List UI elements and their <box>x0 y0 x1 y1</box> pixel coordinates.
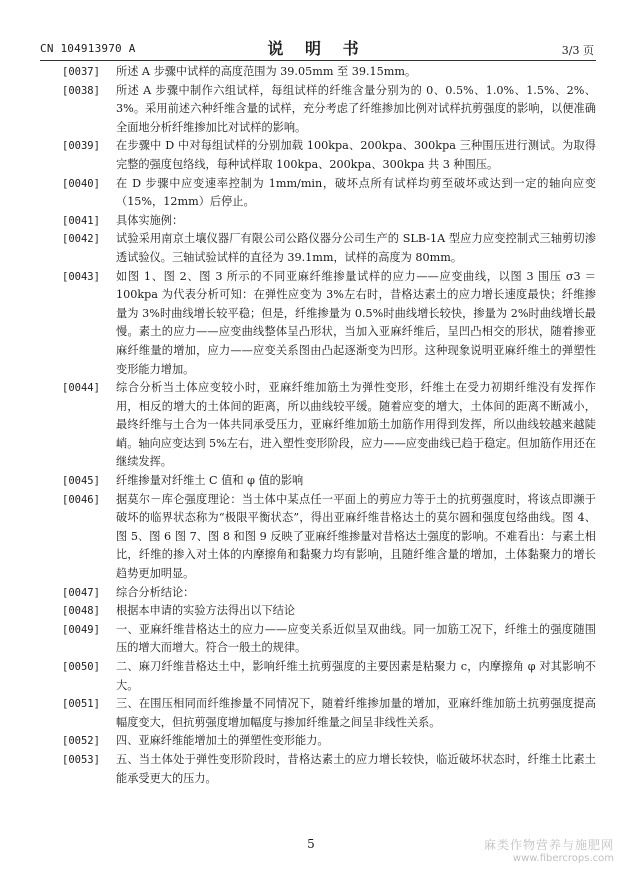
paragraph-number: [0046] <box>62 493 100 506</box>
paragraph <box>62 137 596 174</box>
paragraph <box>62 268 596 380</box>
paragraph <box>62 82 596 138</box>
watermark-name: 麻类作物营养与施肥网 <box>484 838 615 852</box>
paragraph <box>62 175 596 212</box>
page-header <box>40 36 594 58</box>
paragraph <box>62 732 596 751</box>
paragraph-number: [0047] <box>62 586 100 599</box>
paragraph-number: [0050] <box>62 661 100 673</box>
watermark <box>484 839 614 865</box>
paragraph-text: 据莫尔－库仑强度理论：当土体中某点任一平面上的剪应力等于土的抗剪强度时，将该点即濒于破坏的临界状态称为“极限平衡状态”，得出亚麻纤维昔格达土的莫尔圆和强度包络曲线。图 4、图 5、图 6 图 7、图 8 和图 9 反映了亚麻纤维掺量对昔格达土强度的影响。不难看出：与素土相比，纤维的掺入对土体的内摩擦角和黏聚力均有影响，且随纤维含量的增加，土体黏聚力的增长趋势更加明显。 <box>116 492 596 581</box>
paragraph-number: [0038] <box>62 84 100 97</box>
document-title: 说 明 书 <box>267 39 367 58</box>
watermark-url: www.fibercrops.com <box>512 853 614 864</box>
paragraph <box>62 63 596 82</box>
paragraph-text: 根据本申请的实验方法得出以下结论 <box>116 604 296 618</box>
paragraph-text: 所述 A 步骤中试样的高度范围为 39.05mm 至 39.15mm。 <box>116 65 417 78</box>
paragraph <box>62 472 596 491</box>
paragraph-text: 纤维掺量对纤维土 C 值和 φ 值的影响 <box>116 474 304 488</box>
header-rule <box>40 60 596 61</box>
paragraph <box>62 751 596 788</box>
paragraph-text: 综合分析当土体应变较小时，亚麻纤维加筋土为弹性变形，纤维土在受力初期纤维没有发挥作用，相反的增大的土体间的距离，所以曲线较平缓。随着应变的增大，土体间的距离不断减小，最终纤维与土合为一体共同承受压力，亚麻纤维加筋土加筋作用得到发挥，所以曲线较越来越陡峭。轴向应变达到 5%左右，进入塑性变形阶段，应力——应变曲线已趋于稳定。但加筋作用还在继续发挥。 <box>116 381 596 469</box>
paragraph-number: [0040] <box>62 177 100 190</box>
paragraph-text: 四、亚麻纤维能增加土的弹塑性变形能力。 <box>116 734 329 748</box>
paragraph-number: [0051] <box>62 698 100 711</box>
paragraph <box>62 491 596 584</box>
paragraph-text: 具体实施例： <box>116 213 184 227</box>
paragraph-text: 三、在围压相同而纤维掺量不同情况下，随着纤维掺加量的增加，亚麻纤维加筋土抗剪强度提高幅度变大，但抗剪强度增加幅度与掺加纤维量之间呈非线性关系。 <box>116 697 596 729</box>
page-number: 5 <box>307 837 315 851</box>
page-indicator: 3/3 页 <box>561 44 594 57</box>
paragraph <box>62 658 596 695</box>
paragraph-number: [0052] <box>62 735 100 748</box>
paragraph-number: [0045] <box>62 475 100 488</box>
paragraph-number: [0042] <box>62 233 100 246</box>
paragraph-text: 五、当土体处于弹性变形阶段时，昔格达素土的应力增长较快，临近破坏状态时，纤维土比素土能承受更大的压力。 <box>116 752 596 785</box>
paragraph <box>62 695 596 732</box>
document-body <box>62 63 596 788</box>
paragraph-text: 一、亚麻纤维昔格达土的应力——应变关系近似呈双曲线。同一加筋工况下，纤维土的强度随围压的增大而增大。符合一般土的规律。 <box>116 622 596 655</box>
paragraph <box>62 230 596 267</box>
paragraph <box>62 602 596 621</box>
paragraph-number: [0037] <box>62 66 100 78</box>
paragraph-number: [0041] <box>62 214 100 227</box>
paragraph-number: [0039] <box>62 140 100 153</box>
patent-number: CN 104913970 A <box>40 42 136 55</box>
paragraph-number: [0043] <box>62 270 100 283</box>
paragraph-text: 试验采用南京土壤仪器厂有限公司公路仪器分公司生产的 SLB-1A 型应力应变控制式三轴剪切渗透试验仪。三轴试验试样的直径为 39.1mm，试样的高度为 80mm。 <box>116 232 596 264</box>
paragraph-text: 在步骤中 D 中对每组试样的分别加载 100kpa、200kpa、300kpa 三种围压进行测试。为取得完整的强度包络线，每种试样取 100kpa、200kpa、300kpa 共 3 种围压。 <box>116 139 596 171</box>
paragraph-number: [0049] <box>62 623 100 636</box>
paragraph <box>62 212 596 231</box>
paragraph <box>62 621 596 658</box>
paragraph <box>62 379 596 472</box>
paragraph-text: 如图 1、图 2、图 3 所示的不同亚麻纤维掺量试样的应力——应变曲线，以图 3 围压 σ3 ＝ 100kpa 为代表分析可知：在弹性应变为 3%左右时，昔格达素土的应力增长速度最快；纤维掺量为 3%时曲线增长较平稳；但是，纤维掺量为 0.5%时曲线增长较快，掺量为 2%时曲线增长最慢。素土的应力——应变曲线整体呈凸形状，当加入亚麻纤维后，呈凹凸相交的形状，随着掺亚麻纤维量的增加，应力——应变关系图由凸起逐渐变为凹形。这种现象说明亚麻纤维土的弹塑性变形能力增加。 <box>116 269 596 376</box>
paragraph-number: [0048] <box>62 605 100 618</box>
paragraph-number: [0053] <box>62 753 100 766</box>
paragraph <box>62 584 596 603</box>
paragraph-number: [0044] <box>62 382 100 395</box>
paragraph-text: 二、麻刀纤维昔格达土中，影响纤维土抗剪强度的主要因素是粘聚力 c，内摩擦角 φ 对其影响不大。 <box>116 660 596 692</box>
paragraph-text: 在 D 步骤中应变速率控制为 1mm/min，破坏点所有试样均剪至破坏或达到一定的轴向应变（15%，12mm）后停止。 <box>116 176 596 209</box>
paragraph-text: 所述 A 步骤中制作六组试样，每组试样的纤维含量分别为的 0、0.5%、1.0%、1.5%、2%、3%。采用前述六种纤维含量的试样，充分考虑了纤维掺加比例对试样抗剪强度的影响，以便准确全面地分析纤维掺加比对试样的影响。 <box>116 83 596 134</box>
paragraph-text: 综合分析结论： <box>116 585 195 599</box>
